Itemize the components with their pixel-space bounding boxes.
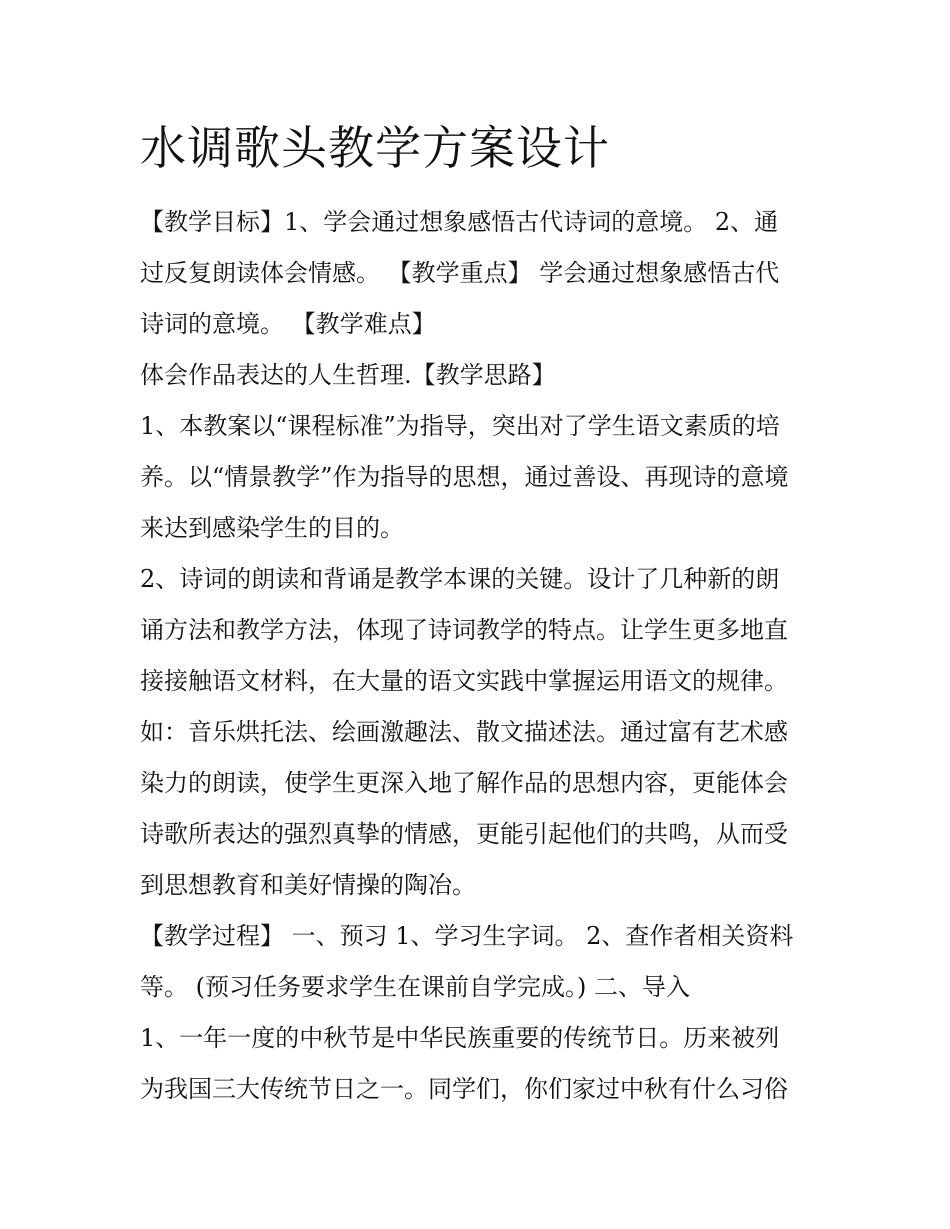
text-line: 诗歌所表达的强烈真挚的情感，更能引起他们的共鸣，从而受 (140, 820, 788, 848)
text-line: 【教学目标】1、学会通过想象感悟古代诗词的意境。 2、通 (140, 208, 779, 236)
text-line: 1、本教案以“课程标准”为指导，突出对了学生语文素质的培 (140, 412, 780, 440)
text-line: 染力的朗读，使学生更深入地了解作品的思想内容，更能体会 (140, 769, 788, 797)
text-line: 2、诗词的朗读和背诵是教学本课的关键。设计了几种新的朗 (140, 565, 780, 593)
text-line: 诵方法和教学方法，体现了诗词教学的特点。让学生更多地直 (140, 616, 788, 644)
text-line: 到思想教育和美好情操的陶冶。 (140, 871, 476, 899)
text-line: 诗词的意境。 【教学难点】 (140, 310, 436, 338)
text-line: 【教学过程】 一、预习 1、学习生字词。 2、查作者相关资料 (140, 922, 794, 950)
text-line: 为我国三大传统节日之一。同学们，你们家过中秋有什么习俗 (140, 1075, 788, 1103)
text-line: 1、一年一度的中秋节是中华民族重要的传统节日。历来被列 (140, 1024, 780, 1052)
text-line: 体会作品表达的人生哲理.【教学思路】 (140, 361, 556, 389)
text-line: 如：音乐烘托法、绘画激趣法、散文描述法。通过富有艺术感 (140, 718, 788, 746)
text-line: 养。以“情景教学”作为指导的思想，通过善设、再现诗的意境 (140, 463, 789, 491)
text-line: 等。 (预习任务要求学生在课前自学完成。) 二、导入 (140, 973, 690, 1001)
text-line: 接接触语文材料，在大量的语文实践中掌握运用语文的规律。 (140, 667, 788, 695)
text-line: 过反复朗读体会情感。 【教学重点】 学会通过想象感悟古代 (140, 259, 780, 287)
document-title: 水调歌头教学方案设计 (140, 121, 610, 175)
text-line: 来达到感染学生的目的。 (140, 514, 404, 542)
